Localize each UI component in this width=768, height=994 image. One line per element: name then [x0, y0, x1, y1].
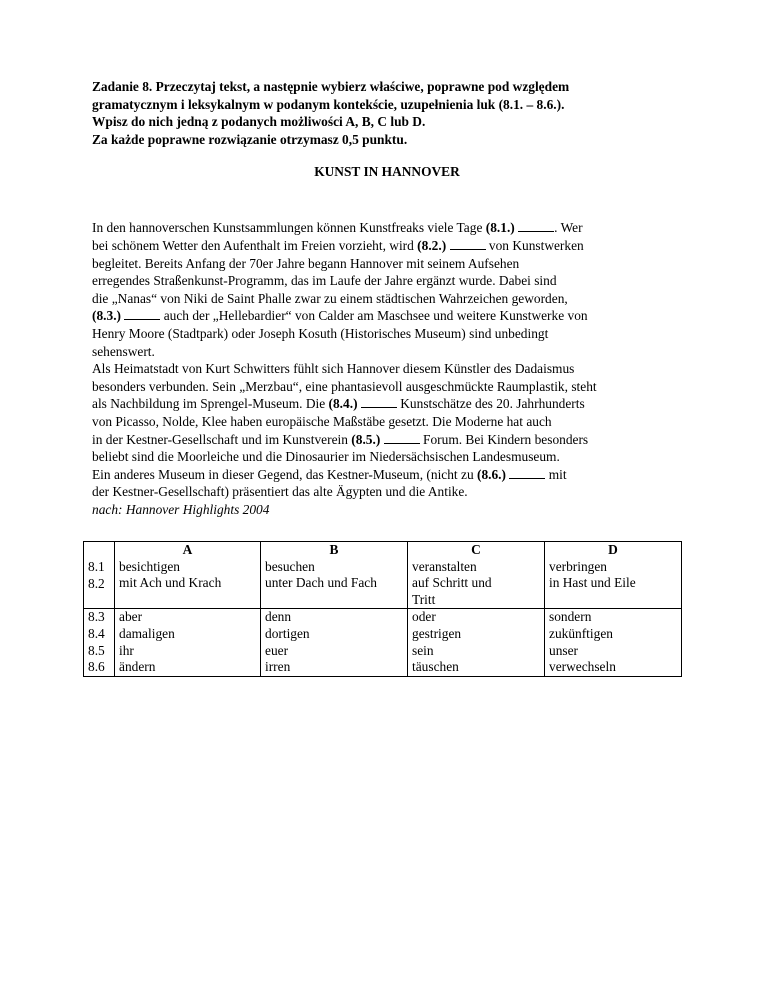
column-header-a: A — [115, 542, 261, 559]
gap-label: (8.3.) — [92, 308, 122, 324]
text-fragment: bei schönem Wetter den Aufenthalt im Freien vorzieht, wird — [92, 237, 418, 253]
text-line — [92, 219, 692, 237]
table-header-row — [84, 542, 682, 559]
text-title: KUNST IN HANNOVER — [314, 164, 460, 180]
option-text: zukünftigen — [549, 625, 613, 641]
table-cell-num — [84, 542, 115, 609]
text-line — [92, 395, 692, 413]
gap-8-2 — [417, 238, 485, 253]
task-instructions — [92, 78, 692, 148]
text-fragment: In den hannoverschen Kunstsammlungen können Kunstfreaks viele Tage — [92, 220, 486, 236]
table-cell — [545, 559, 682, 609]
text-fragment: mit — [545, 466, 567, 482]
table-row — [84, 559, 682, 609]
text-fragment: von Kunstwerken — [485, 237, 584, 253]
text-line: von Picasso, Nolde, Klee haben europäische Maßstäbe gesetzt. Die Moderne hat auch — [92, 413, 552, 429]
gap-8-4 — [329, 396, 397, 411]
gap-blank — [450, 237, 486, 250]
option-text: sondern — [549, 609, 592, 625]
text-fragment: Kunstschätze des 20. Jahrhunderts — [396, 396, 585, 412]
text-fragment: Forum. Bei Kindern besonders — [419, 431, 589, 447]
table-cell — [261, 559, 408, 609]
gap-blank — [384, 431, 420, 444]
gap-label: (8.1.) — [485, 220, 515, 236]
instruction-line: gramatycznym i leksykalnym w podanym kontekście, uzupełnienia luk (8.1. – 8.6.). — [92, 96, 565, 112]
option-text: Tritt — [412, 591, 436, 607]
row-number: 8.6 — [88, 659, 105, 675]
table-row — [84, 609, 682, 676]
option-text: auf Schritt und — [412, 575, 492, 591]
answer-options-table — [83, 541, 682, 677]
option-text: besichtigen — [119, 558, 180, 574]
text-line: besonders verbunden. Sein „Merzbau“, eine phantasievoll ausgeschmückte Raumplastik, steht — [92, 378, 597, 394]
text-fragment: Ein anderes Museum in dieser Gegend, das Kestner-Museum, (nicht zu — [92, 466, 477, 482]
row-number: 8.3 — [88, 609, 105, 625]
table-cell — [408, 559, 545, 609]
option-text: gestrigen — [412, 625, 462, 641]
table-cell — [115, 609, 261, 676]
text-line — [92, 237, 692, 255]
text-fragment: in der Kestner-Gesellschaft und im Kunstverein — [92, 431, 352, 447]
option-text: ändern — [119, 659, 156, 675]
option-text: in Hast und Eile — [549, 575, 636, 591]
option-text: mit Ach und Krach — [119, 575, 222, 591]
gap-blank — [509, 466, 545, 479]
option-text: verbringen — [549, 558, 608, 574]
table-cell-num — [84, 609, 115, 676]
text-line — [92, 466, 692, 484]
option-text: sein — [412, 642, 434, 658]
column-header-c: C — [408, 542, 545, 559]
text-line: der Kestner-Gesellschaft) präsentiert das alte Ägypten und die Antike. — [92, 484, 468, 500]
instruction-line: Za każde poprawne rozwiązanie otrzymasz 0,5 punktu. — [92, 131, 408, 147]
row-number: 8.4 — [88, 625, 105, 641]
source-citation: nach: Hannover Highlights 2004 — [92, 501, 270, 517]
text-fragment: auch der „Hellebardier“ von Calder am Maschsee und weitere Kunstwerke von — [160, 308, 588, 324]
gap-8-3 — [92, 308, 160, 323]
table-cell — [261, 609, 408, 676]
gap-blank — [361, 395, 397, 408]
option-text: verwechseln — [549, 659, 616, 675]
column-header-b: B — [261, 542, 408, 559]
text-line — [92, 307, 692, 325]
table-cell — [545, 609, 682, 676]
text-line: begleitet. Bereits Anfang der 70er Jahre begann Hannover mit seinem Aufsehen — [92, 255, 520, 271]
option-text: denn — [265, 609, 292, 625]
option-text: irren — [265, 659, 291, 675]
text-line: Henry Moore (Stadtpark) oder Joseph Kosuth (Historisches Museum) sind unbedingt — [92, 325, 549, 341]
gap-8-1 — [486, 220, 554, 235]
text-line: die „Nanas“ von Niki de Saint Phalle zwar zu einem städtischen Wahrzeichen geworden, — [92, 290, 568, 306]
gap-label: (8.6.) — [476, 466, 506, 482]
option-text: dortigen — [265, 625, 310, 641]
text-line: Als Heimatstadt von Kurt Schwitters fühlt sich Hannover diesem Künstler des Dadaismus — [92, 361, 575, 377]
row-number: 8.2 — [88, 575, 105, 591]
option-text: aber — [119, 609, 143, 625]
row-number: 8.1 — [88, 559, 105, 574]
instruction-line: Wpisz do nich jedną z podanych możliwości A, B, C lub D. — [92, 114, 426, 130]
option-text: euer — [265, 642, 289, 658]
table-cell — [408, 609, 545, 676]
option-text: damaligen — [119, 625, 175, 641]
gap-blank — [124, 307, 160, 320]
option-text: unser — [549, 642, 579, 658]
reading-text — [92, 219, 692, 518]
text-line: sehenswert. — [92, 343, 155, 359]
option-text: veranstalten — [412, 558, 477, 574]
text-line: beliebt sind die Moorleiche und die Dinosaurier im Niedersächsischen Landesmuseum. — [92, 449, 560, 465]
text-fragment: . Wer — [554, 220, 583, 236]
document-page — [92, 78, 692, 518]
column-header-d: D — [545, 542, 682, 559]
option-text: ihr — [119, 642, 134, 658]
table-cell — [115, 559, 261, 609]
gap-8-6 — [477, 467, 545, 482]
option-text: unter Dach und Fach — [265, 575, 377, 591]
gap-label: (8.4.) — [328, 396, 358, 412]
instruction-line: Zadanie 8. Przeczytaj tekst, a następnie wybierz właściwe, poprawne pod względem — [92, 79, 570, 94]
option-text: täuschen — [412, 659, 459, 675]
text-fragment: als Nachbildung im Sprengel-Museum. Die — [92, 396, 329, 412]
option-text: besuchen — [265, 558, 315, 574]
text-line: erregendes Straßenkunst-Programm, das im Laufe der Jahre ergänzt wurde. Dabei sind — [92, 273, 557, 289]
text-line — [92, 431, 692, 449]
option-text: oder — [412, 609, 436, 625]
gap-blank — [518, 219, 554, 232]
gap-8-5 — [351, 432, 419, 447]
gap-label: (8.2.) — [417, 237, 447, 253]
row-number: 8.5 — [88, 642, 105, 658]
gap-label: (8.5.) — [351, 431, 381, 447]
